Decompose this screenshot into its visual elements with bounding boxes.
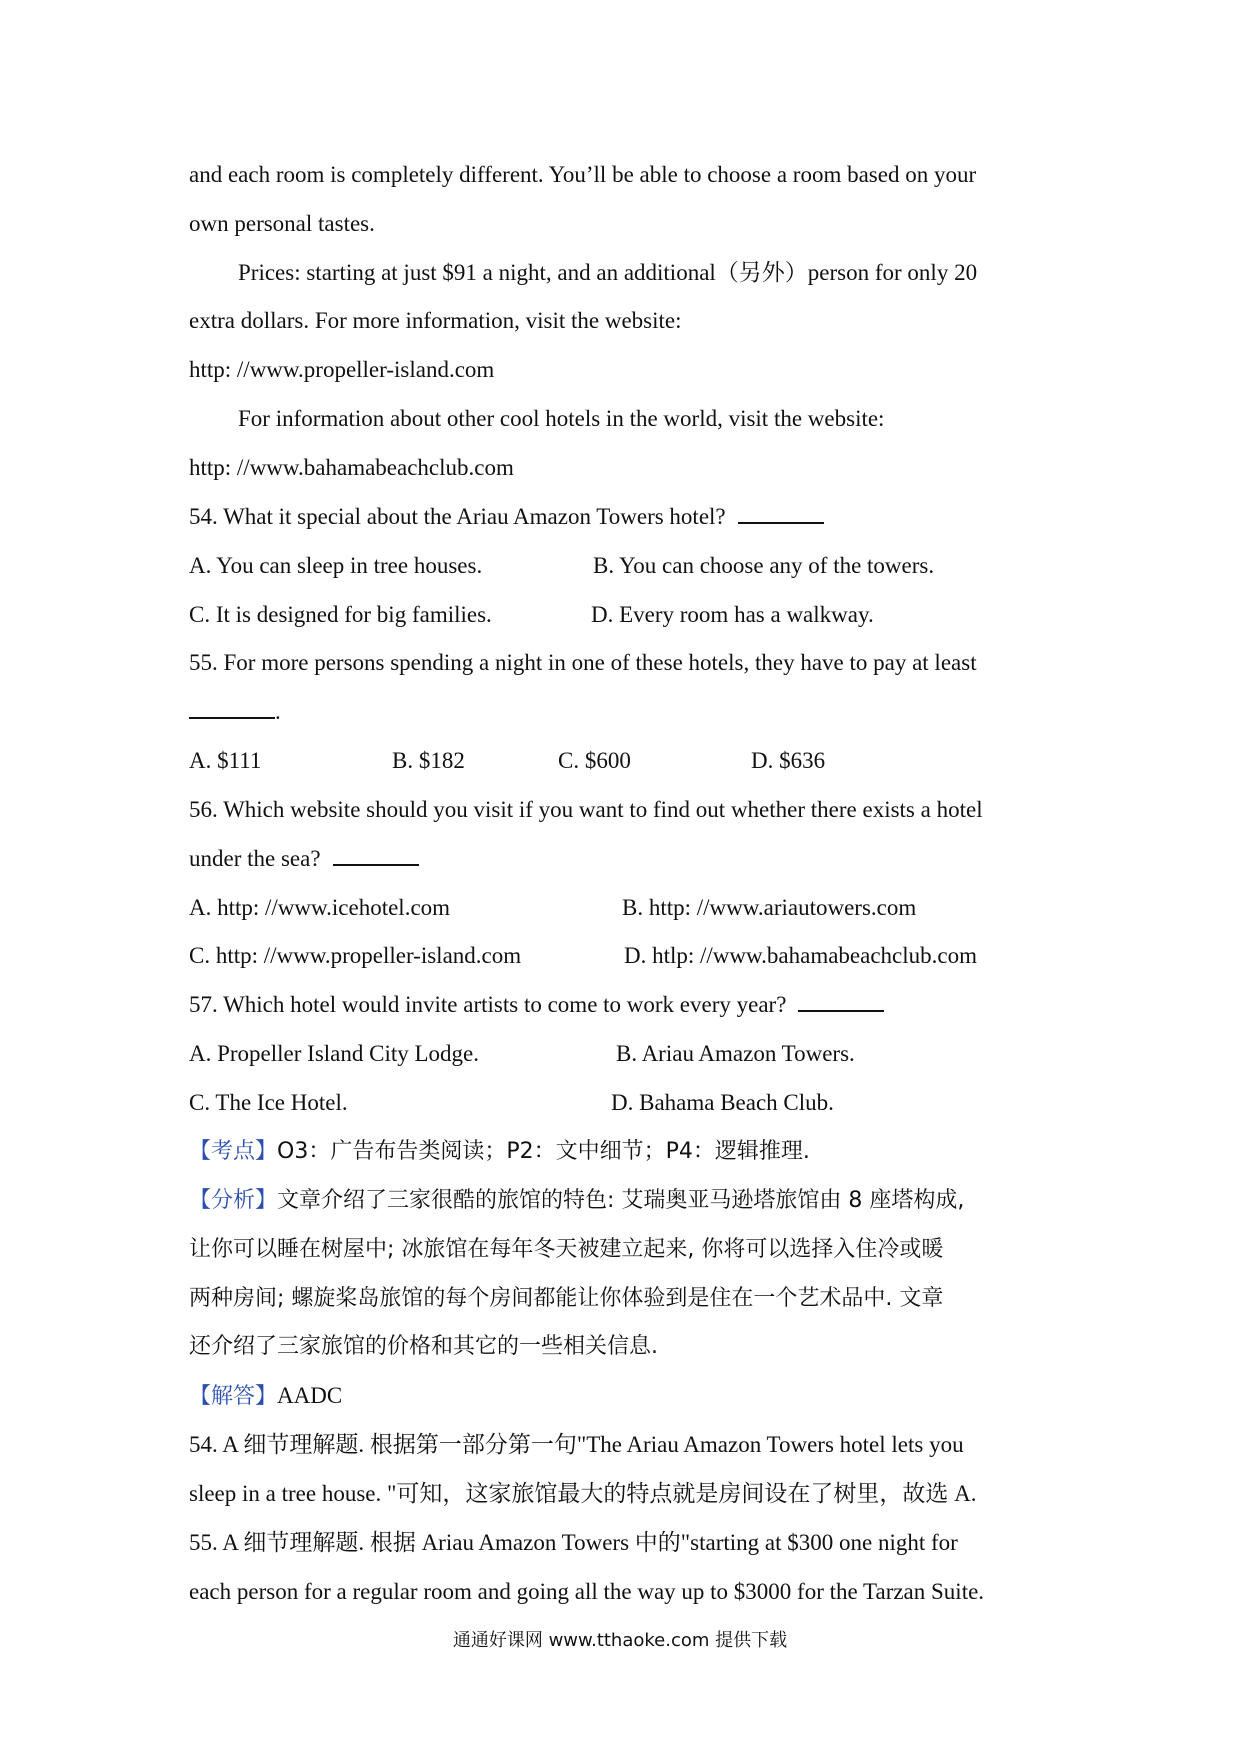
q56-option-b: B. http: //www.ariautowers.com — [622, 895, 917, 920]
q55-option-a: A. $111 — [189, 748, 262, 773]
kaodian-text: O3：广告布告类阅读；P2：文中细节；P4：逻辑推理. — [277, 1139, 810, 1164]
page-footer: 通通好课网 www.tthaoke.com 提供下载 — [452, 1630, 788, 1651]
other-hotels-line: For information about other cool hotels in the world, visit the website: — [238, 406, 885, 431]
propeller-url: http: //www.propeller-island.com — [189, 357, 495, 382]
question-57 — [189, 990, 884, 1020]
question-55-blank-line — [189, 697, 281, 727]
question-54 — [189, 502, 824, 532]
jieda-text: AADC — [277, 1383, 343, 1408]
question-56 — [189, 844, 419, 874]
explanation-54-line-2: sleep in a tree house. "可知，这家旅馆最大的特点就是房间设在了树里，故选 A. — [189, 1481, 977, 1506]
question-54-stem: 54. What it special about the Ariau Amazon Towers hotel? — [189, 504, 726, 529]
fenxi-line-4: 还介绍了三家旅馆的价格和其它的一些相关信息. — [189, 1334, 658, 1359]
q57-option-a: A. Propeller Island City Lodge. — [189, 1041, 480, 1066]
explanation-55-line-1: 55. A 细节理解题. 根据 Ariau Amazon Towers 中的"starting at $300 one night for — [189, 1530, 958, 1555]
q55-option-c: C. $600 — [558, 748, 631, 773]
intro-line-4: extra dollars. For more information, visit the website: — [189, 308, 682, 333]
kaodian-section — [189, 1137, 810, 1167]
bahama-url: http: //www.bahamabeachclub.com — [189, 455, 514, 480]
prices-line: Prices: starting at just $91 a night, and an additional（另外）person for only 20 — [238, 260, 978, 285]
intro-line-1: and each room is completely different. You’ll be able to choose a room based on your — [189, 162, 977, 187]
q55-option-b: B. $182 — [392, 748, 465, 773]
fenxi-section — [189, 1186, 964, 1216]
answer-blank-57 — [798, 990, 884, 1012]
jieda-label: 【解答】 — [189, 1384, 278, 1409]
q55-option-d: D. $636 — [751, 748, 826, 773]
fenxi-line-2: 让你可以睡在树屋中; 冰旅馆在每年冬天被建立起来, 你将可以选择入住冷或暖 — [189, 1237, 944, 1262]
kaodian-label: 【考点】 — [189, 1139, 278, 1164]
q54-option-c: C. It is designed for big families. — [189, 602, 492, 627]
q56-option-a: A. http: //www.icehotel.com — [189, 895, 451, 920]
question-56-stem-1: 56. Which website should you visit if you want to find out whether there exists a hotel — [189, 797, 983, 822]
fenxi-line-3: 两种房间; 螺旋桨岛旅馆的每个房间都能让你体验到是住在一个艺术品中. 文章 — [189, 1286, 944, 1311]
explanation-55-line-2: each person for a regular room and going all the way up to $3000 for the Tarzan Suite. — [189, 1579, 985, 1604]
intro-line-2: own personal tastes. — [189, 211, 375, 236]
answer-blank-55 — [189, 697, 275, 719]
q57-option-c: C. The Ice Hotel. — [189, 1090, 348, 1115]
question-56-stem-2: under the sea? — [189, 846, 321, 871]
fenxi-line-1: 文章介绍了三家很酷的旅馆的特色: 艾瑞奥亚马逊塔旅馆由 8 座塔构成, — [277, 1188, 965, 1213]
jieda-section — [189, 1381, 342, 1412]
q57-option-d: D. Bahama Beach Club. — [611, 1090, 834, 1115]
q56-option-d: D. htlp: //www.bahamabeachclub.com — [624, 943, 977, 968]
answer-blank-54 — [738, 502, 824, 524]
q57-option-b: B. Ariau Amazon Towers. — [616, 1041, 855, 1066]
q56-option-c: C. http: //www.propeller-island.com — [189, 943, 522, 968]
q54-option-b: B. You can choose any of the towers. — [593, 553, 935, 578]
answer-blank-56 — [333, 844, 419, 866]
q54-option-a: A. You can sleep in tree houses. — [189, 553, 483, 578]
fenxi-label: 【分析】 — [189, 1188, 278, 1213]
question-55-end: . — [275, 699, 281, 724]
question-55-stem: 55. For more persons spending a night in one of these hotels, they have to pay at least — [189, 650, 977, 675]
explanation-54-line-1: 54. A 细节理解题. 根据第一部分第一句"The Ariau Amazon Towers hotel lets you — [189, 1432, 964, 1457]
q54-option-d: D. Every room has a walkway. — [591, 602, 874, 627]
question-57-stem: 57. Which hotel would invite artists to come to work every year? — [189, 992, 787, 1017]
